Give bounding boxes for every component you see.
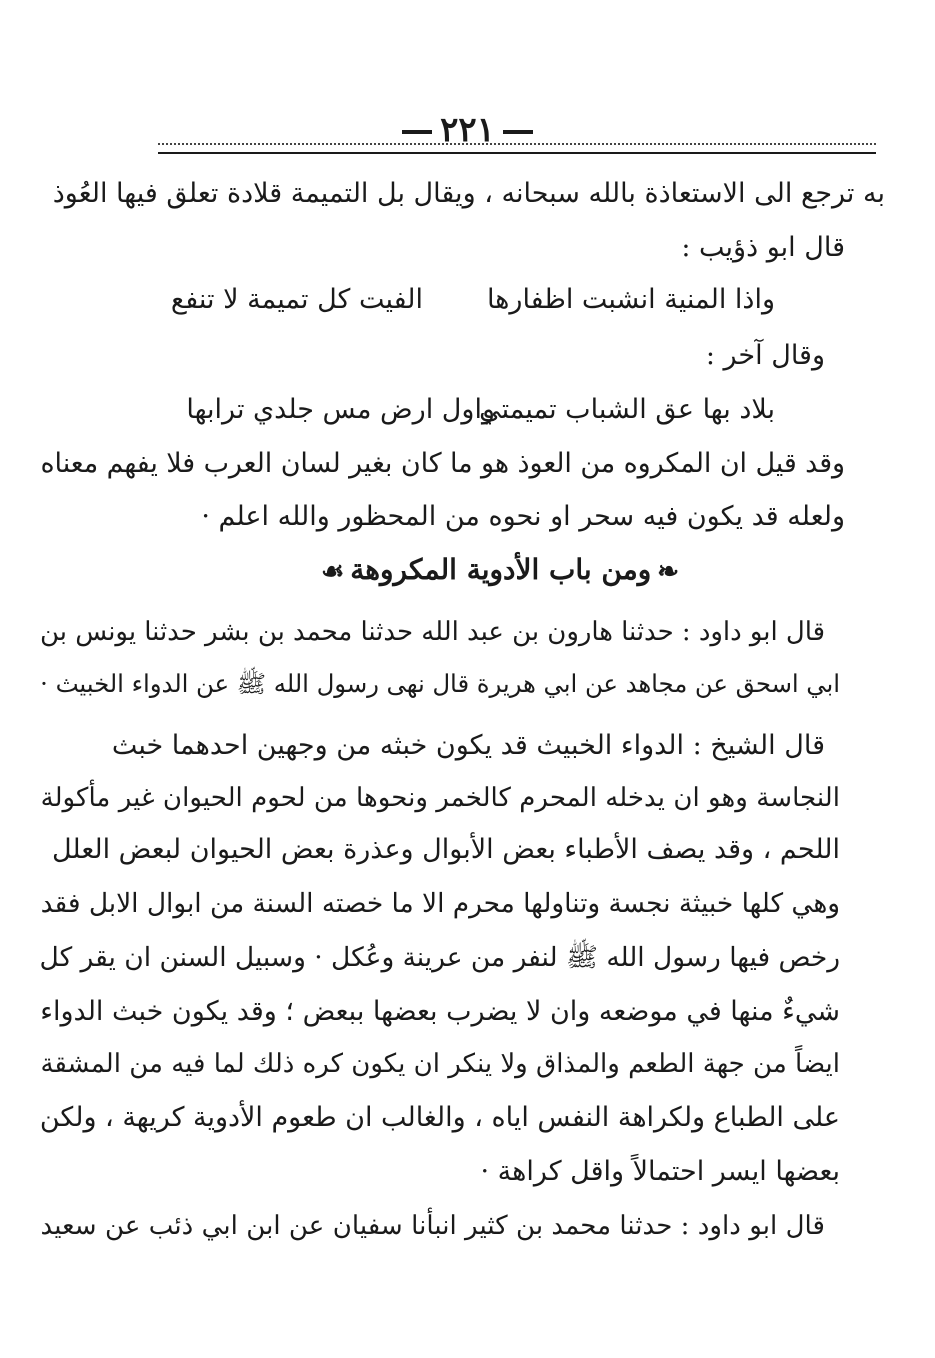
ornament-left-icon: ☙ (320, 556, 345, 587)
header-dotted-rule (158, 143, 876, 145)
header-solid-rule (158, 152, 876, 154)
text-line: قال الشيخ : الدواء الخبيث قد يكون خبثه من وجهين احدهما خبث (111, 730, 825, 761)
text-line: رخص فيها رسول الله ﷺ لنفر من عرينة وعُكل · وسبيل السنن ان يقر كل (39, 942, 840, 973)
verse-hemistich-left: واول ارض مس جلدي ترابها (186, 394, 495, 425)
text-line: بعضها ايسر احتمالاً واقل كراهة · (480, 1156, 840, 1187)
text-line: ولعله قد يكون فيه سحر او نحوه من المحظور والله اعلم · (201, 501, 845, 532)
text-line: النجاسة وهو ان يدخله المحرم كالخمر ونحوها من لحوم الحيوان غير مأكولة (40, 783, 840, 813)
text-line: وقال آخر : (705, 340, 825, 371)
text-line: على الطباع ولكراهة النفس اياه ، والغالب ان طعوم الأدوية كريهة ، ولكن (39, 1102, 840, 1133)
page-number-dash (503, 130, 533, 134)
verse-hemistich-right: واذا المنية انشبت اظفارها (486, 284, 775, 315)
text-line: به ترجع الى الاستعاذة بالله سبحانه ، ويقال بل التميمة قلادة تعلق فيها العُوذ (52, 178, 885, 209)
text-line: اللحم ، وقد يصف الأطباء بعض الأبوال وعذرة بعض الحيوان لبعض العلل (51, 834, 840, 865)
page-number-dash (402, 130, 432, 134)
text-line: شيءٌ منها في موضعه وان لا يضرب بعضها ببعض ؛ وقد يكون خبث الدواء (40, 996, 840, 1027)
text-line: ابي اسحق عن مجاهد عن ابي هريرة قال نهى رسول الله ﷺ عن الدواء الخبيث · (40, 669, 840, 698)
page-number-text: ٢٢١ (440, 110, 495, 150)
text-line: قال ابو داود : حدثنا محمد بن كثير انبأنا سفيان عن ابن ابي ذئب عن سعيد (40, 1211, 825, 1241)
verse-hemistich-right: بلاد بها عق الشباب تميمتي (479, 394, 775, 425)
verse-hemistich-left: الفيت كل تميمة لا تنفع (170, 284, 423, 315)
text-line: وهي كلها خبيثة نجسة وتناولها محرم الا ما خصته السنة من ابوال الابل فقد (40, 889, 840, 919)
chapter-heading-text: ومن باب الأدوية المكروهة (350, 553, 652, 586)
text-line: ايضاً من جهة الطعم والمذاق ولا ينكر ان يكون كره ذلك لما فيه من المشقة (40, 1049, 840, 1079)
text-line: قال ابو داود : حدثنا هارون بن عبد الله حدثنا محمد بن بشر حدثنا يونس بن (40, 617, 825, 647)
ornament-right-icon: ❧ (657, 556, 680, 587)
text-line: وقد قيل ان المكروه من العوذ هو ما كان بغير لسان العرب فلا يفهم معناه (40, 448, 845, 479)
chapter-heading (300, 550, 700, 592)
text-line: قال ابو ذؤيب : (681, 232, 845, 263)
